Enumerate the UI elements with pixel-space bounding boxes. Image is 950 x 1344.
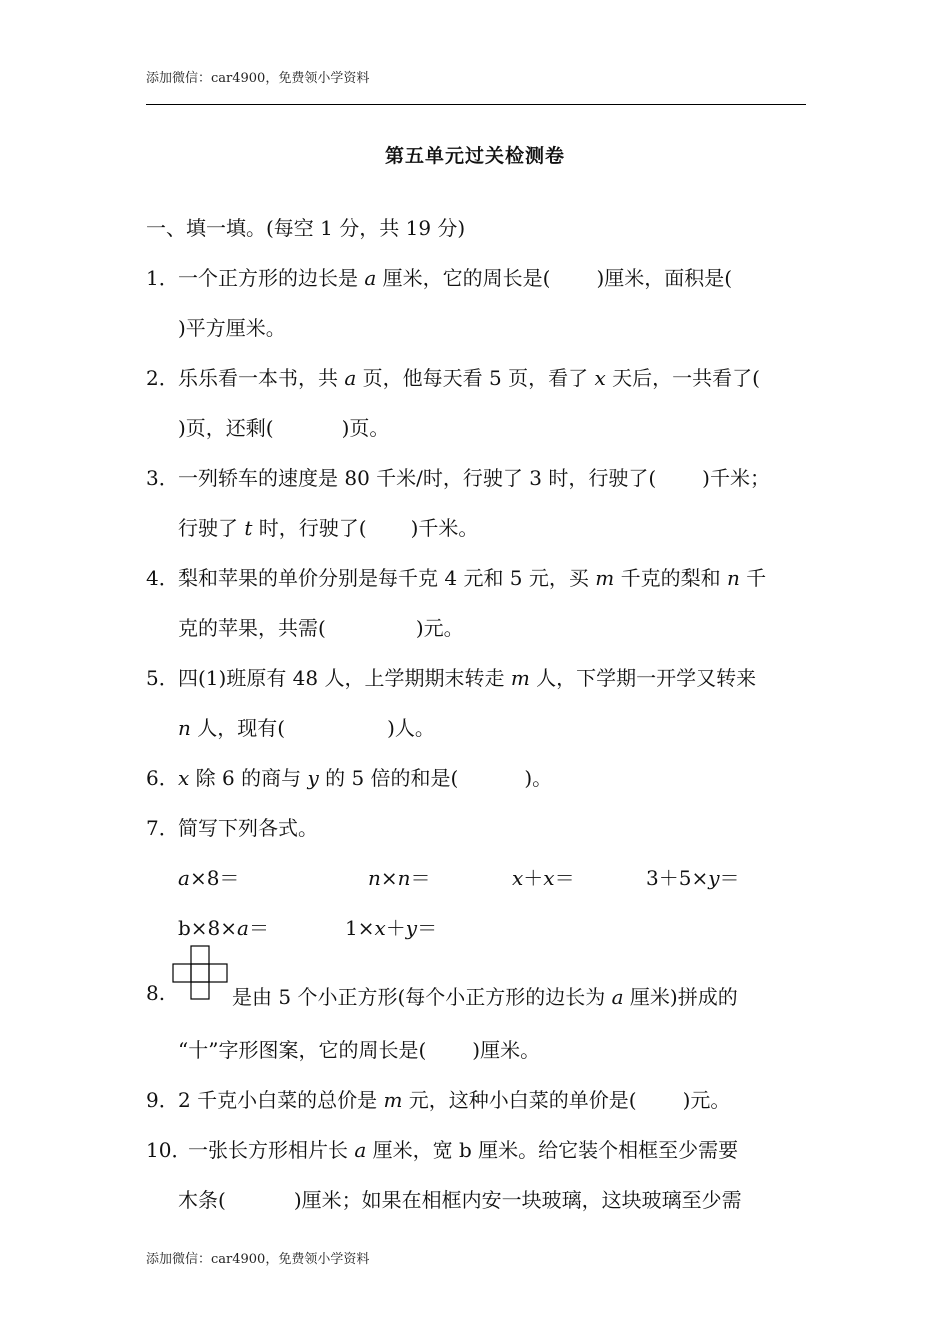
expression-4: 3＋5×y＝ — [646, 866, 740, 890]
cross-square-right — [209, 964, 227, 982]
question-5-cont: n 人，现有( )人。 — [178, 716, 435, 740]
cross-square-bottom — [191, 982, 209, 999]
cross-shape-figure — [172, 945, 232, 1001]
question-3-cont: 行驶了 t 时，行驶了( )千米。 — [178, 516, 479, 540]
cross-square-left — [173, 964, 191, 982]
expression-5: b×8×a＝ — [178, 916, 269, 940]
header-rule — [146, 104, 806, 105]
question-5: 5．四(1)班原有 48 人，上学期期末转走 m 人，下学期一开学又转来 — [146, 666, 757, 690]
question-8-cont: “十”字形图案，它的周长是( )厘米。 — [178, 1038, 541, 1062]
expression-6: 1×x＋y＝ — [345, 916, 438, 940]
section-heading: 一、填一填。(每空 1 分，共 19 分) — [146, 216, 466, 240]
question-4-cont: 克的苹果，共需( )元。 — [178, 616, 464, 640]
question-2: 2．乐乐看一本书，共 a 页，他每天看 5 页，看了 x 天后，一共看了( — [146, 366, 760, 390]
question-1-cont: )平方厘米。 — [178, 316, 286, 340]
expression-1: a×8＝ — [178, 866, 240, 890]
page-title: 第五单元过关检测卷 — [384, 145, 565, 167]
cross-square-center — [191, 964, 209, 982]
question-6: 6．x 除 6 的商与 y 的 5 倍的和是( )。 — [146, 766, 553, 790]
question-1: 1．一个正方形的边长是 a 厘米，它的周长是( )厘米，面积是( — [146, 266, 733, 290]
question-2-cont: )页，还剩( )页。 — [178, 416, 390, 440]
question-8-num: 8. — [146, 981, 166, 1005]
expression-2: n×n＝ — [368, 866, 431, 890]
footer-watermark: 添加微信：car4900，免费领小学资料 — [146, 1252, 370, 1267]
question-9: 9．2 千克小白菜的总价是 m 元，这种小白菜的单价是( )元。 — [146, 1088, 731, 1112]
header-watermark: 添加微信：car4900，免费领小学资料 — [146, 71, 370, 86]
question-10-cont: 木条( )厘米；如果在相框内安一块玻璃，这块玻璃至少需 — [178, 1188, 742, 1212]
cross-square-top — [191, 946, 209, 964]
question-3: 3．一列轿车的速度是 80 千米/时，行驶了 3 时，行驶了( )千米； — [146, 466, 770, 490]
question-7: 7．简写下列各式。 — [146, 816, 318, 840]
expression-3: x＋x＝ — [512, 866, 575, 890]
question-10: 10．一张长方形相片长 a 厘米，宽 b 厘米。给它装个相框至少需要 — [146, 1138, 739, 1162]
question-8: 是由 5 个小正方形(每个小正方形的边长为 a 厘米)拼成的 — [232, 985, 738, 1009]
question-4: 4．梨和苹果的单价分别是每千克 4 元和 5 元，买 m 千克的梨和 n 千 — [146, 566, 767, 590]
